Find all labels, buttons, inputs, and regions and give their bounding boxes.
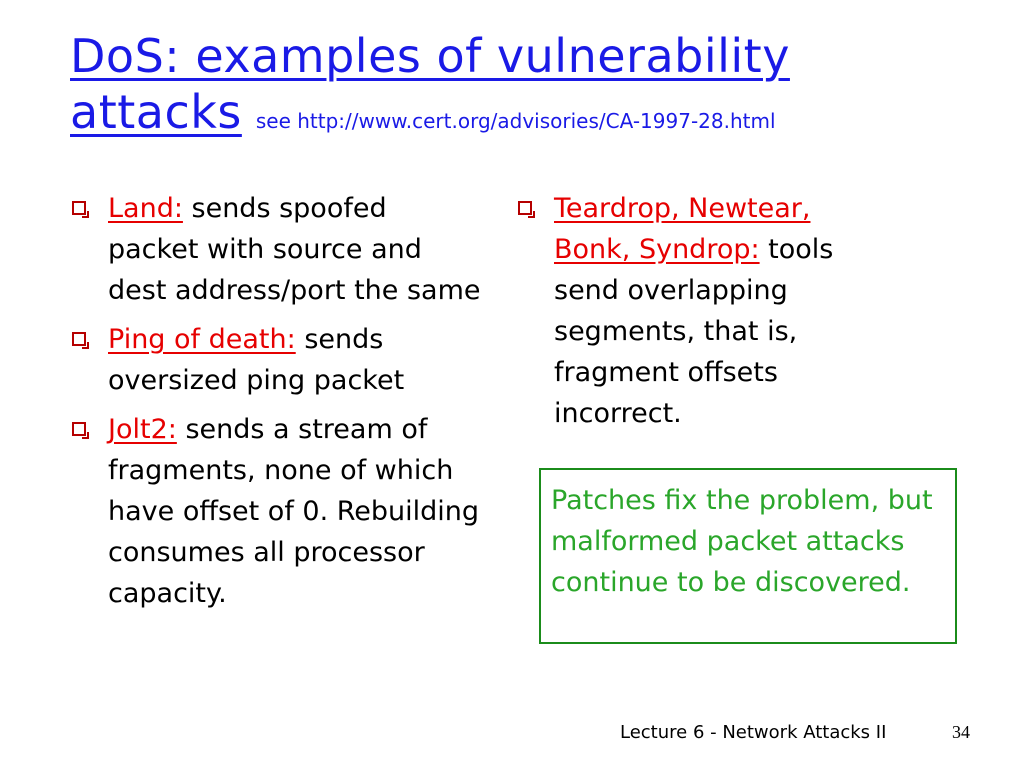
checkbox-bullet-icon bbox=[72, 332, 86, 346]
bullet-ping-of-death bbox=[72, 319, 482, 401]
title-line-1: DoS: examples of vulnerability bbox=[70, 29, 790, 83]
bullet-teardrop bbox=[518, 188, 938, 434]
bullet-land bbox=[72, 188, 482, 311]
bullet-text: sends a stream of fragments, none of which have offset of 0. Rebuilding consumes all processor capacity. bbox=[108, 414, 480, 609]
checkbox-bullet-icon bbox=[72, 422, 86, 436]
patch-note-box: Patches fix the problem, but malformed packet attacks continue to be discovered. bbox=[539, 468, 957, 644]
title-reference-note: see http://www.cert.org/advisories/CA-1997-28.html bbox=[255, 109, 776, 133]
bullet-text: tools send overlapping segments, that is, fragment offsets incorrect. bbox=[554, 234, 834, 429]
bullet-text: sends oversized ping packet bbox=[108, 324, 405, 396]
bullet-term: Teardrop, Newtear, Bonk, Syndrop: bbox=[554, 193, 811, 265]
footer-lecture-title: Lecture 6 - Network Attacks II bbox=[620, 722, 887, 743]
left-column bbox=[72, 188, 482, 622]
bullet-jolt2 bbox=[72, 409, 482, 614]
bullet-term: Land: bbox=[108, 193, 183, 224]
bullet-text: sends spoofed packet with source and dest address/port the same bbox=[108, 193, 481, 306]
checkbox-bullet-icon bbox=[518, 201, 532, 215]
bullet-term: Ping of death: bbox=[108, 324, 296, 355]
bullet-term: Jolt2: bbox=[108, 414, 177, 445]
title-line-2: attacks bbox=[70, 85, 242, 139]
slide-title bbox=[70, 28, 970, 149]
right-column bbox=[518, 188, 938, 442]
page-number: 34 bbox=[952, 722, 970, 742]
checkbox-bullet-icon bbox=[72, 201, 86, 215]
